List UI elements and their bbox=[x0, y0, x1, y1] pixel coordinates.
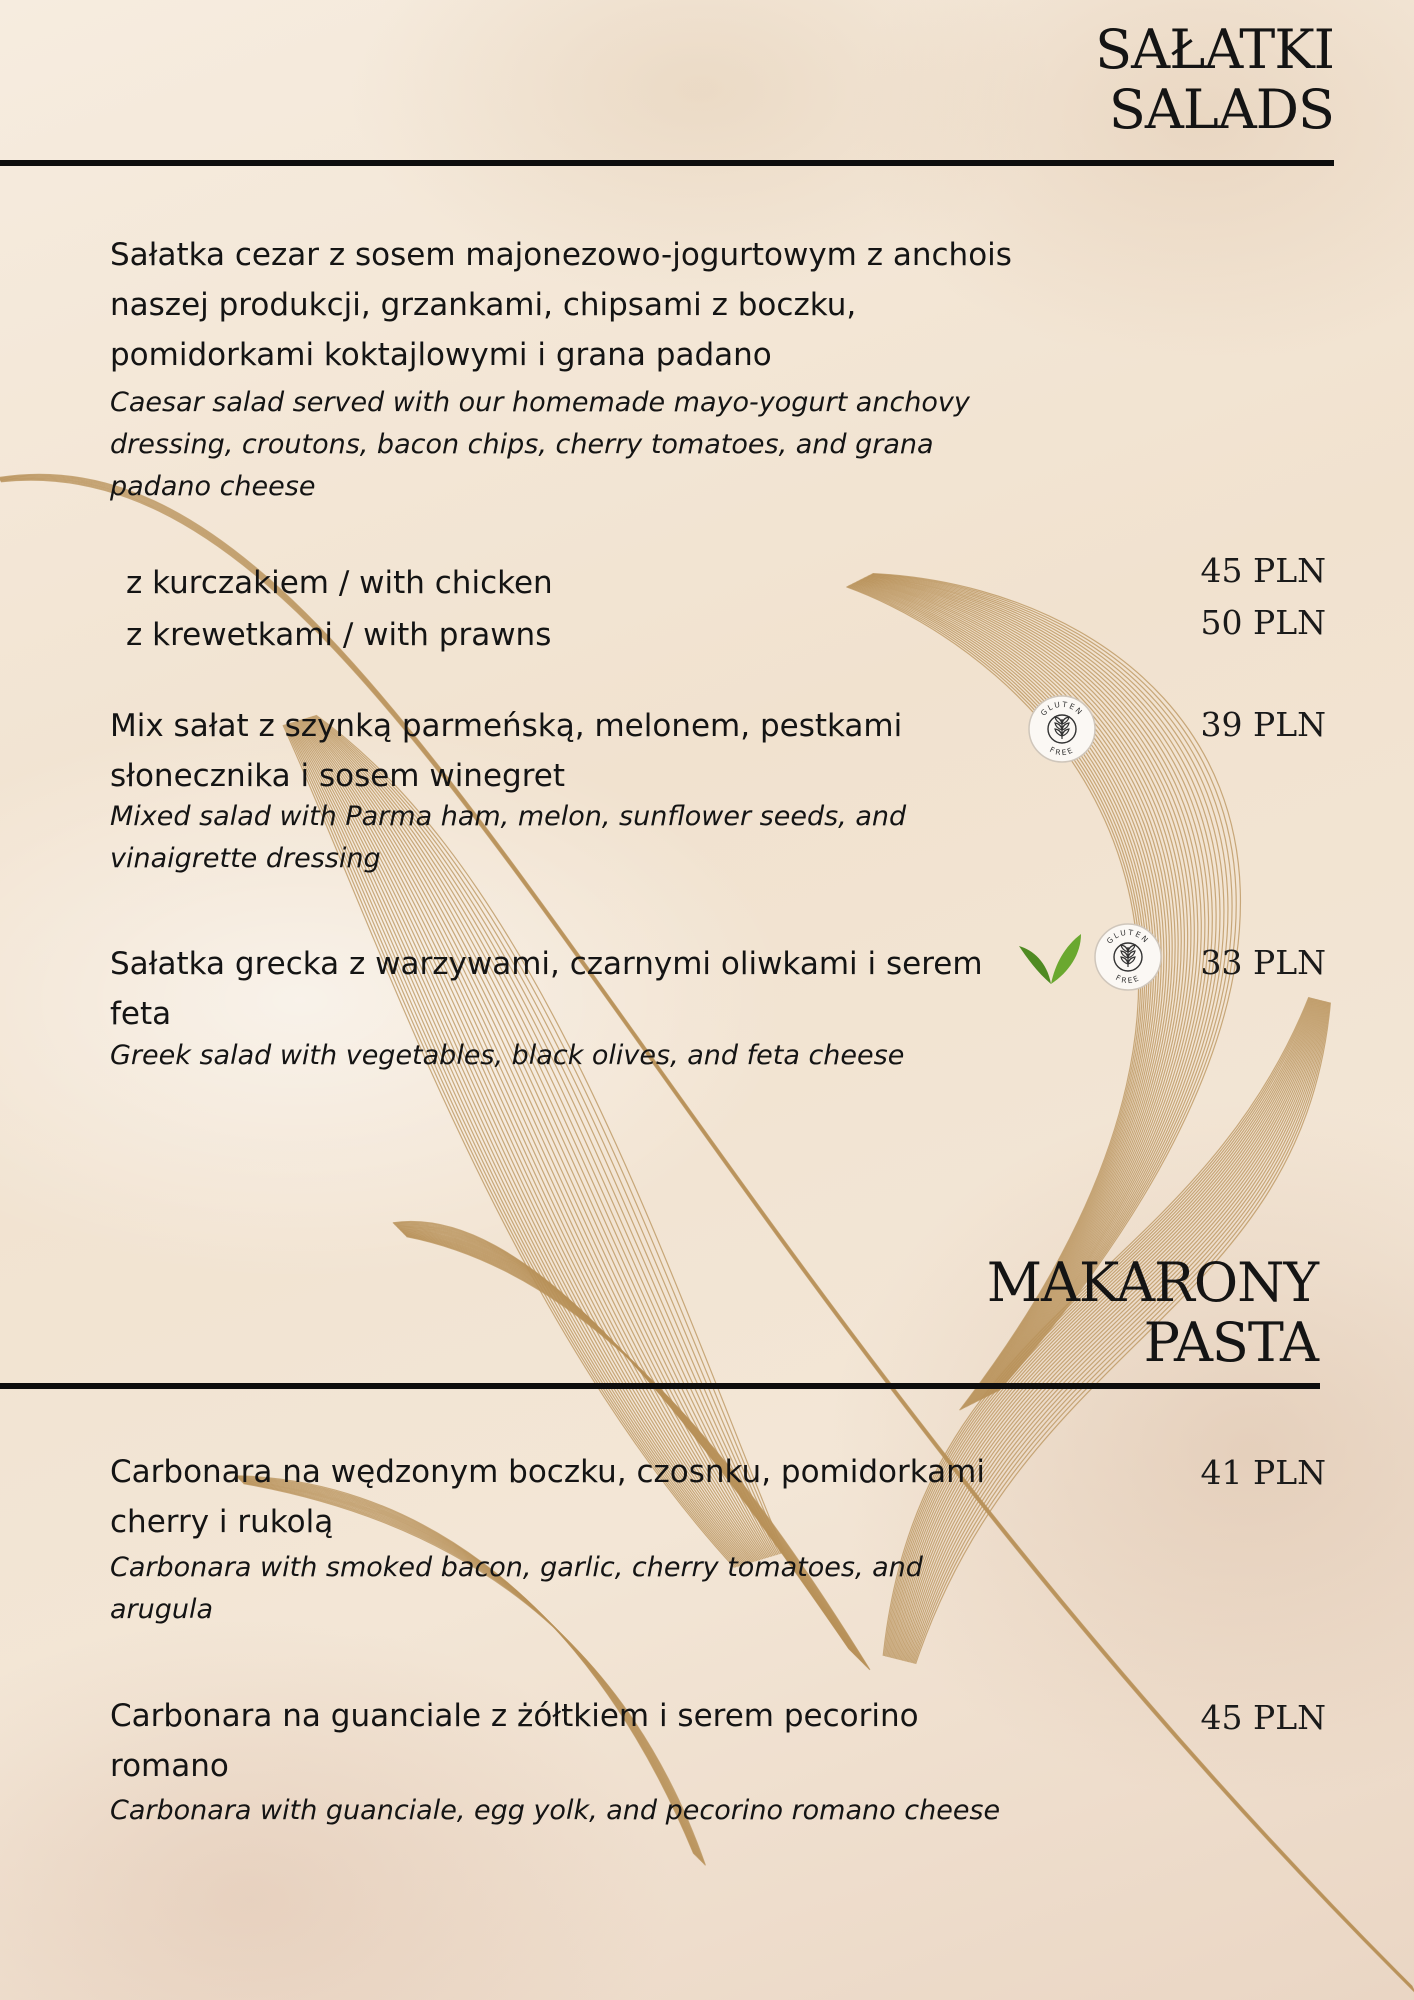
item-name-pl: Sałatka cezar z sosem majonezowo-jogurtowym z anchois naszej produkcji, grzankami, chipsami z boczku, pomidorkami koktajlowymi i grana padano bbox=[110, 237, 1012, 373]
item-desc-en: Caesar salad served with our homemade mayo-yogurt anchovy dressing, croutons, bacon chips, cherry tomatoes, and grana padano cheese bbox=[110, 387, 970, 502]
price-prawns: 50 PLN bbox=[1200, 603, 1326, 642]
item-name-pl: Carbonara na wędzonym boczku, czosnku, pomidorkami cherry i rukolą bbox=[110, 1454, 985, 1540]
item-desc-en: Mixed salad with Parma ham, melon, sunflower seeds, and vinaigrette dressing bbox=[110, 801, 907, 874]
option-prawns: z krewetkami / with prawns bbox=[126, 617, 552, 653]
salads-title-pl: SAŁATKI bbox=[1095, 18, 1334, 81]
item-desc-en: Carbonara with smoked bacon, garlic, cherry tomatoes, and arugula bbox=[110, 1552, 923, 1625]
gluten-free-icon bbox=[1027, 694, 1097, 764]
svg-text:FREE: FREE bbox=[1114, 973, 1142, 986]
price-carbonara-bacon: 41 PLN bbox=[1200, 1453, 1326, 1492]
pasta-title-pl: MAKARONY bbox=[986, 1251, 1318, 1314]
option-chicken: z kurczakiem / with chicken bbox=[126, 565, 553, 601]
item-desc-en: Carbonara with guanciale, egg yolk, and pecorino romano cheese bbox=[110, 1795, 1001, 1826]
price-mix: 39 PLN bbox=[1200, 705, 1326, 744]
svg-text:GLUTEN: GLUTEN bbox=[1038, 699, 1086, 718]
price-greek: 33 PLN bbox=[1200, 943, 1326, 982]
item-desc-en: Greek salad with vegetables, black olives, and feta cheese bbox=[110, 1040, 905, 1071]
svg-text:GLUTEN: GLUTEN bbox=[1104, 927, 1152, 946]
salads-heading bbox=[1095, 20, 1334, 140]
item-name-pl: Carbonara na guanciale z żółtkiem i serem pecorino romano bbox=[110, 1698, 919, 1784]
item-name-pl: Mix sałat z szynką parmeńską, melonem, pestkami słonecznika i sosem winegret bbox=[110, 708, 903, 794]
vegetarian-leaf-icon bbox=[1015, 928, 1085, 988]
pasta-title-en: PASTA bbox=[1143, 1311, 1318, 1374]
price-chicken: 45 PLN bbox=[1200, 551, 1326, 590]
item-name-pl: Sałatka grecka z warzywami, czarnymi oliwkami i serem feta bbox=[110, 946, 983, 1032]
price-carbonara-guanciale: 45 PLN bbox=[1200, 1698, 1326, 1737]
pasta-divider bbox=[0, 1383, 1320, 1389]
salads-title-en: SALADS bbox=[1108, 78, 1334, 141]
svg-text:FREE: FREE bbox=[1048, 745, 1076, 758]
pasta-heading bbox=[987, 1253, 1318, 1373]
salads-divider bbox=[0, 160, 1334, 166]
